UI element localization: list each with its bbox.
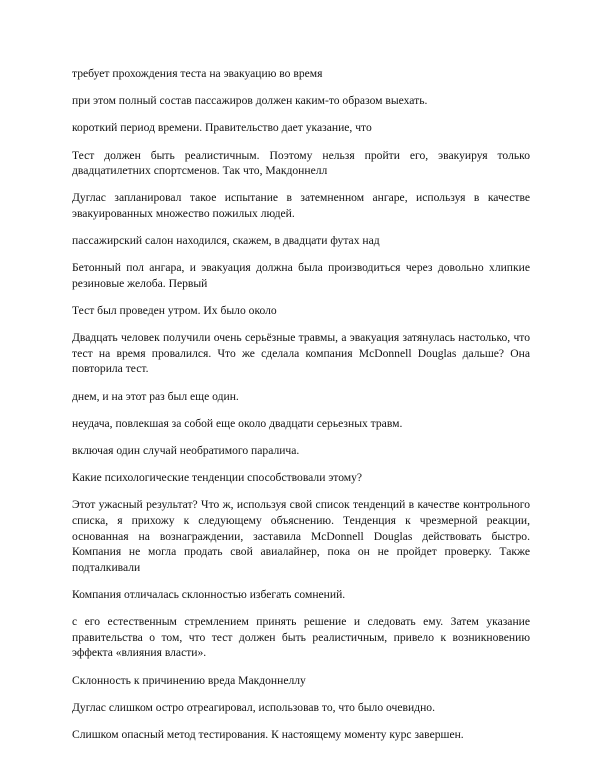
paragraph-19: Слишком опасный метод тестирования. К настоящему моменту курс завершен. bbox=[72, 727, 464, 741]
document-body bbox=[72, 66, 530, 754]
paragraph-17: Склонность к причинению вреда Макдоннеллу bbox=[72, 673, 306, 687]
paragraph-11: неудача, повлекшая за собой еще около двадцати серьезных травм. bbox=[72, 416, 403, 430]
paragraph-8: Тест был проведен утром. Их было около bbox=[72, 304, 277, 318]
paragraph-6: пассажирский салон находился, скажем, в двадцати футах над bbox=[72, 234, 380, 248]
paragraph-5: Дуглас запланировал такое испытание в затемненном ангаре, используя в качестве эвакуированных множество пожилых людей. bbox=[72, 191, 530, 220]
paragraph-12: включая один случай необратимого паралича. bbox=[72, 444, 300, 458]
paragraph-16: с его естественным стремлением принять решение и следовать ему. Затем указание правительства о том, что тест должен быть реалистичным, привело к возникновению эффекта «влияния власти». bbox=[72, 615, 530, 660]
paragraph-9: Двадцать человек получили очень серьёзные травмы, а эвакуация затянулась настолько, что тест на время провалился. Что же сделала компания McDonnell Douglas дальше? Она повторила тест. bbox=[72, 331, 530, 376]
paragraph-7: Бетонный пол ангара, и эвакуация должна была производиться через довольно хлипкие резиновые желоба. Первый bbox=[72, 261, 530, 290]
paragraph-14: Этот ужасный результат? Что ж, используя свой список тенденций в качестве контрольного списка, я прихожу к следующему объяснению. Тенденция к чрезмерной реакции, основанная на вознаграждении, заставила McDonnell Douglas действовать быстро. Компания не могла продать свой авиалайнер, пока он не пройдет проверку. Также подталкивали bbox=[72, 498, 530, 574]
paragraph-10: днем, и на этот раз был еще один. bbox=[72, 389, 239, 403]
paragraph-2: при этом полный состав пассажиров должен каким-то образом выехать. bbox=[72, 94, 428, 108]
paragraph-4: Тест должен быть реалистичным. Поэтому нельзя пройти его, эвакуируя только двадцатилетних спортсменов. Так что, Макдоннелл bbox=[72, 148, 530, 178]
paragraph-13: Какие психологические тенденции способствовали этому? bbox=[72, 471, 363, 485]
paragraph-1: требует прохождения теста на эвакуацию во время bbox=[72, 67, 323, 80]
paragraph-15: Компания отличалась склонностью избегать сомнений. bbox=[72, 587, 346, 601]
paragraph-18: Дуглас слишком остро отреагировал, использовав то, что было очевидно. bbox=[72, 700, 435, 714]
paragraph-3: короткий период времени. Правительство дает указание, что bbox=[72, 121, 372, 135]
